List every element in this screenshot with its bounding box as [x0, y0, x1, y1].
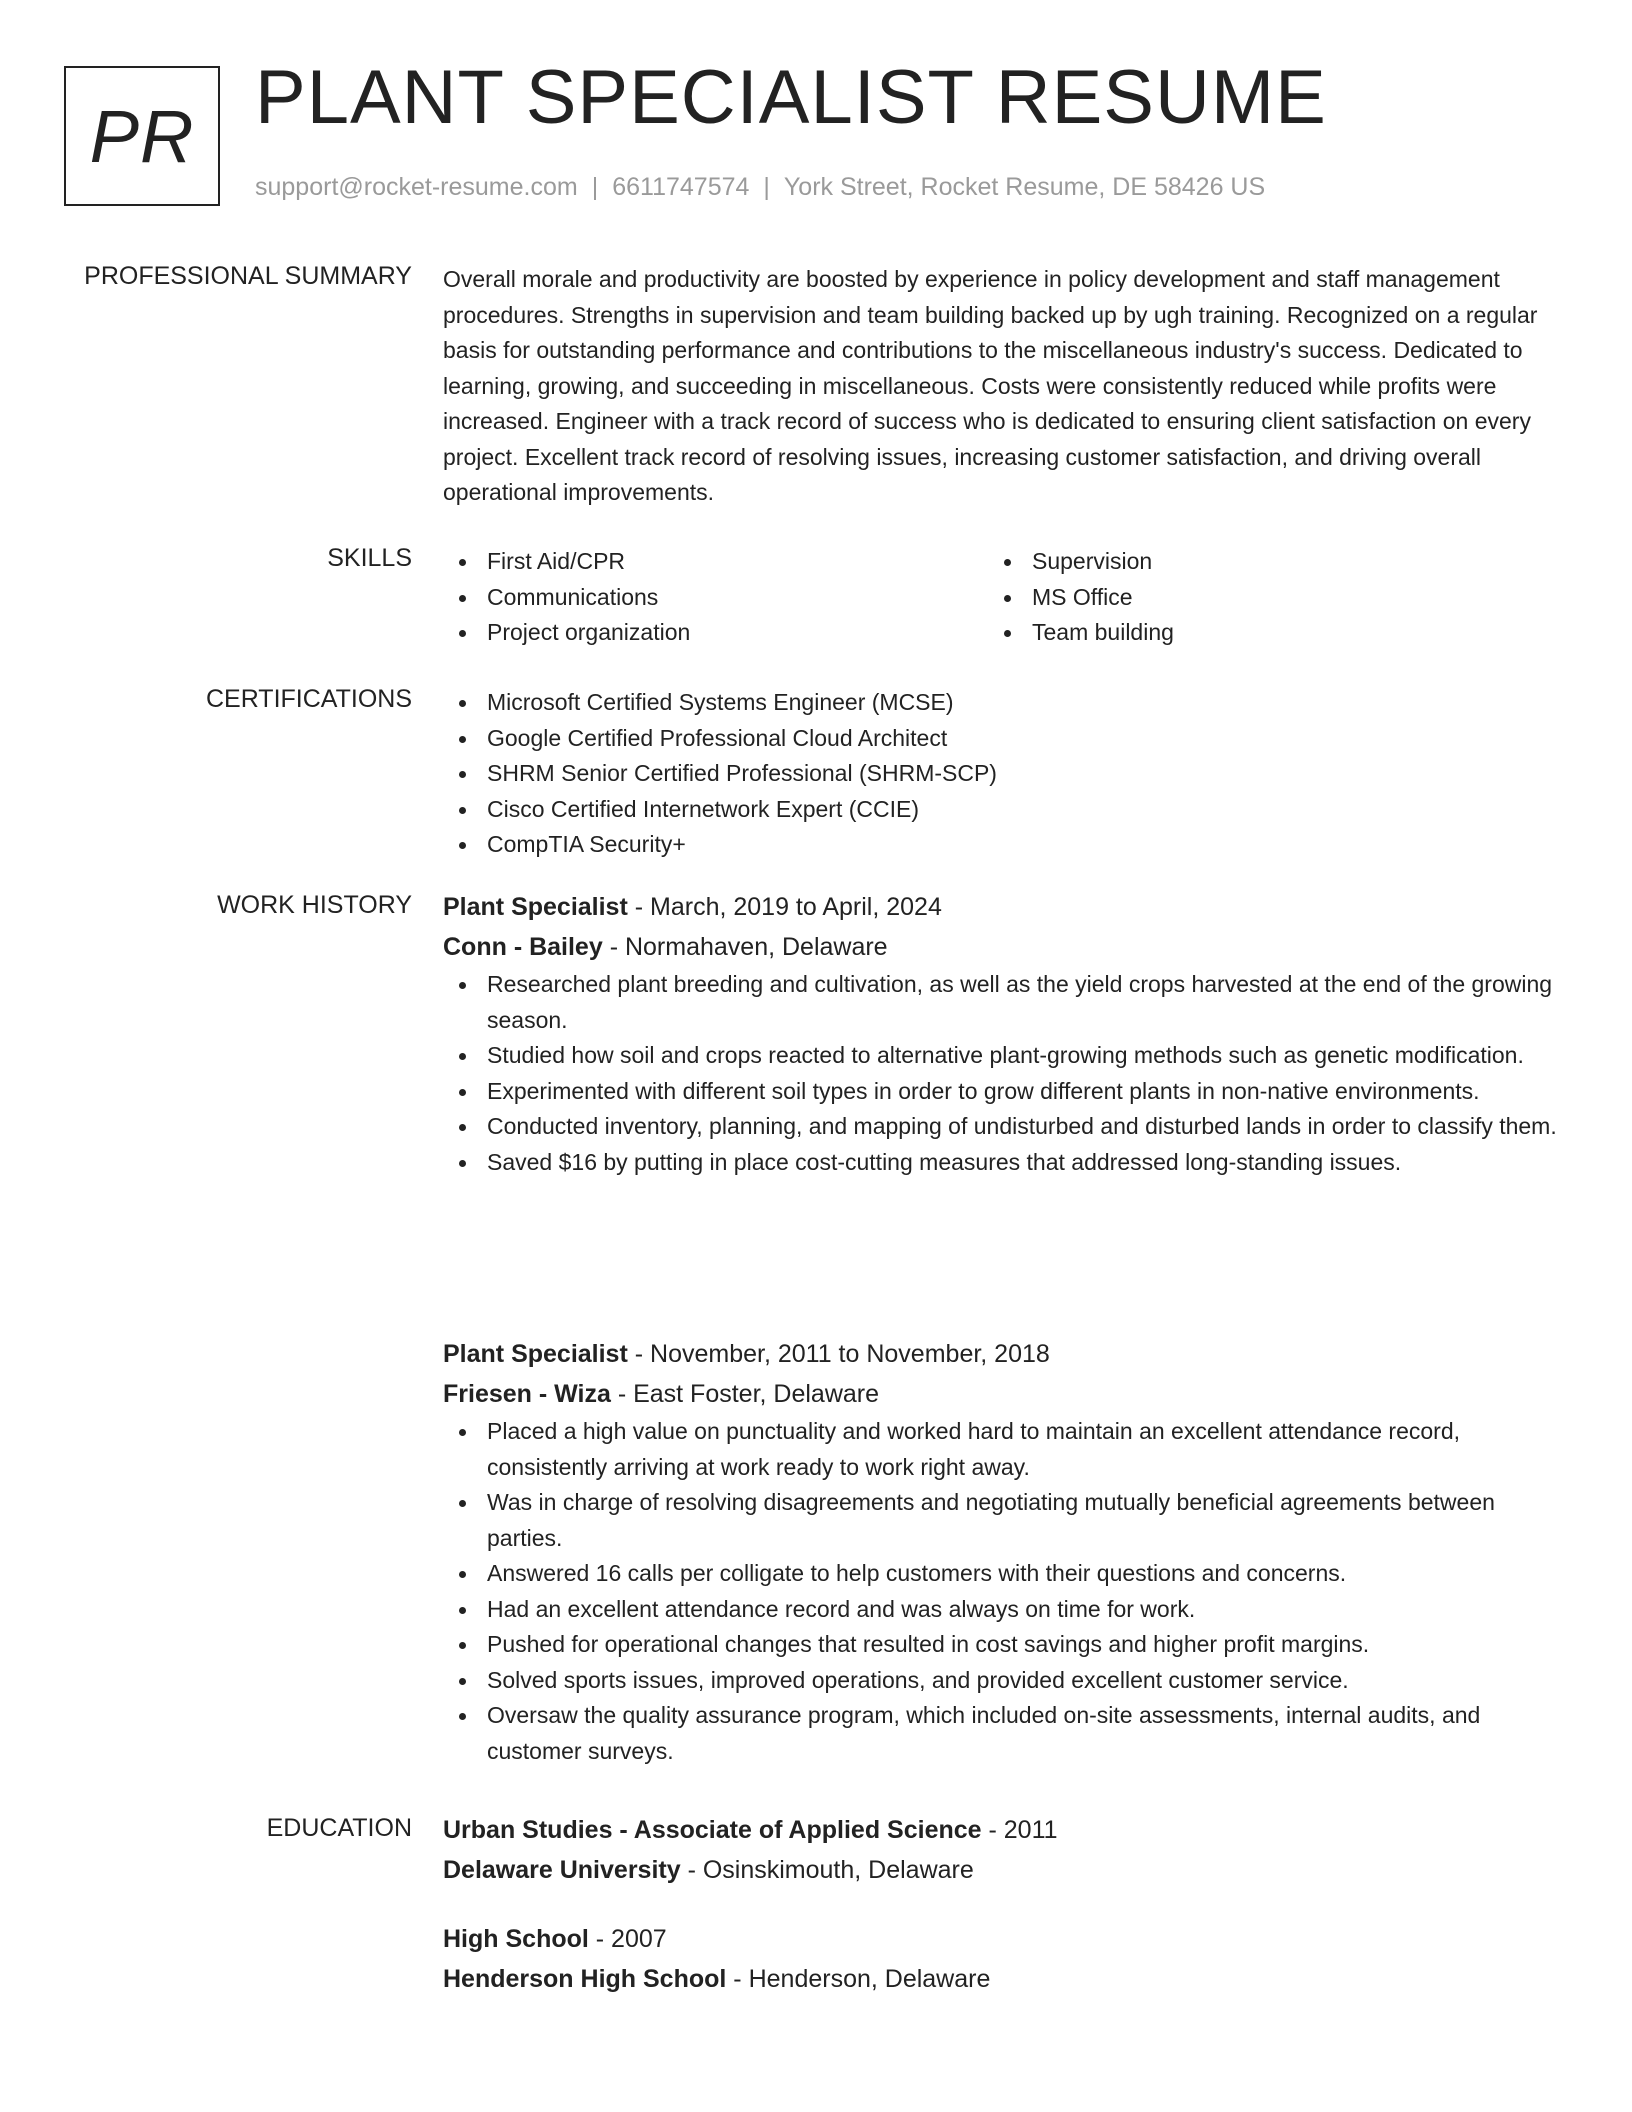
contact-separator: |	[591, 173, 599, 201]
monogram-badge	[64, 66, 220, 206]
education-year: - 2011	[981, 1816, 1058, 1844]
skill-item: MS Office	[988, 580, 1533, 616]
job-title-line	[443, 887, 1558, 927]
section-label-skills: SKILLS	[327, 544, 412, 572]
job-bullet: Studied how soil and crops reacted to alternative plant-growing methods such as genetic modification.	[443, 1038, 1558, 1074]
certification-item: SHRM Senior Certified Professional (SHRM-SCP)	[443, 756, 1558, 792]
education-school: Henderson High School	[443, 1965, 727, 1993]
skill-item: Team building	[988, 615, 1533, 651]
job-dates: - November, 2011 to November, 2018	[627, 1340, 1050, 1368]
education-school-line	[443, 1850, 1558, 1890]
summary-text: Overall morale and productivity are boosted by experience in policy development and staff management procedures. Strengths in supervision and team building backed up by ugh training. Recognized on a regular basis for outstanding performance and contributions to the miscellaneous industry's success. Dedicated to learning, growing, and succeeding in miscellaneous. Costs were consistently reduced while profits were increased. Engineer with a track record of success who is dedicated to ensuring client satisfaction on every project. Excellent track record of resolving issues, increasing customer satisfaction, and driving overall operational improvements.	[443, 266, 1538, 505]
job-title: Plant Specialist	[443, 893, 628, 921]
certification-item: CompTIA Security+	[443, 827, 1558, 863]
certification-item: Microsoft Certified Systems Engineer (MCSE)	[443, 685, 1558, 721]
job-bullet: Pushed for operational changes that resulted in cost savings and higher profit margins.	[443, 1627, 1558, 1663]
job-bullets	[443, 1414, 1558, 1769]
certification-item: Cisco Certified Internetwork Expert (CCIE)	[443, 792, 1558, 828]
education-school: Delaware University	[443, 1856, 681, 1884]
skill-item: Supervision	[988, 544, 1533, 580]
contact-address: York Street, Rocket Resume, DE 58426 US	[783, 173, 1266, 201]
job-dates: - March, 2019 to April, 2024	[627, 893, 942, 921]
education-location: - Henderson, Delaware	[726, 1965, 991, 1993]
job-bullet: Solved sports issues, improved operations, and provided excellent customer service.	[443, 1663, 1558, 1699]
job-bullet: Answered 16 calls per colligate to help customers with their questions and concerns.	[443, 1556, 1558, 1592]
job-bullets	[443, 967, 1558, 1180]
job-company: Conn - Bailey	[443, 933, 603, 961]
job-title: Plant Specialist	[443, 1340, 628, 1368]
job-entry	[443, 887, 1558, 1180]
job-entry	[443, 1334, 1558, 1769]
education-degree: Urban Studies - Associate of Applied Science	[443, 1816, 982, 1844]
education-location: - Osinskimouth, Delaware	[680, 1856, 974, 1884]
job-bullet: Had an excellent attendance record and was always on time for work.	[443, 1592, 1558, 1628]
contact-line	[255, 173, 1265, 202]
education-degree-line	[443, 1810, 1558, 1850]
skills-column-1	[443, 544, 988, 651]
job-company: Friesen - Wiza	[443, 1380, 611, 1408]
job-company-line	[443, 1374, 1558, 1414]
job-title-line	[443, 1334, 1558, 1374]
contact-separator: |	[763, 173, 770, 201]
skills-column-2	[988, 544, 1533, 651]
education-school-line	[443, 1959, 1558, 1999]
job-bullet: Conducted inventory, planning, and mapping of undisturbed and disturbed lands in order to classify them.	[443, 1109, 1558, 1145]
contact-phone[interactable]: 6611747574	[612, 173, 750, 201]
education-degree: High School	[443, 1925, 589, 1953]
section-label-summary: PROFESSIONAL SUMMARY	[84, 262, 412, 290]
job-bullet: Placed a high value on punctuality and worked hard to maintain an excellent attendance record, consistently arriving at work ready to work right away.	[443, 1414, 1558, 1485]
job-bullet: Saved $16 by putting in place cost-cutting measures that addressed long-standing issues.	[443, 1145, 1558, 1181]
skill-item: First Aid/CPR	[443, 544, 988, 580]
job-location: - Normahaven, Delaware	[602, 933, 888, 961]
education-entry	[443, 1810, 1558, 1890]
monogram-text: PR	[89, 94, 195, 178]
contact-email[interactable]: support@rocket-resume.com	[255, 173, 578, 201]
job-bullet: Was in charge of resolving disagreements and negotiating mutually beneficial agreements between parties.	[443, 1485, 1558, 1556]
education-entry	[443, 1919, 1558, 1999]
section-label-work-history: WORK HISTORY	[217, 891, 412, 919]
certifications-list	[443, 685, 1558, 863]
job-bullet: Oversaw the quality assurance program, which included on-site assessments, internal audits, and customer surveys.	[443, 1698, 1558, 1769]
job-location: - East Foster, Delaware	[610, 1380, 880, 1408]
job-company-line	[443, 927, 1558, 967]
resume-title: PLANT SPECIALIST RESUME	[255, 55, 1327, 140]
section-label-education: EDUCATION	[266, 1814, 412, 1842]
job-bullet: Experimented with different soil types in order to grow different plants in non-native environments.	[443, 1074, 1558, 1110]
skill-item: Communications	[443, 580, 988, 616]
job-bullet: Researched plant breeding and cultivation, as well as the yield crops harvested at the end of the growing season.	[443, 967, 1558, 1038]
certification-item: Google Certified Professional Cloud Architect	[443, 721, 1558, 757]
section-label-certifications: CERTIFICATIONS	[205, 685, 412, 713]
education-year: - 2007	[588, 1925, 667, 1953]
education-degree-line	[443, 1919, 1558, 1959]
skill-item: Project organization	[443, 615, 988, 651]
